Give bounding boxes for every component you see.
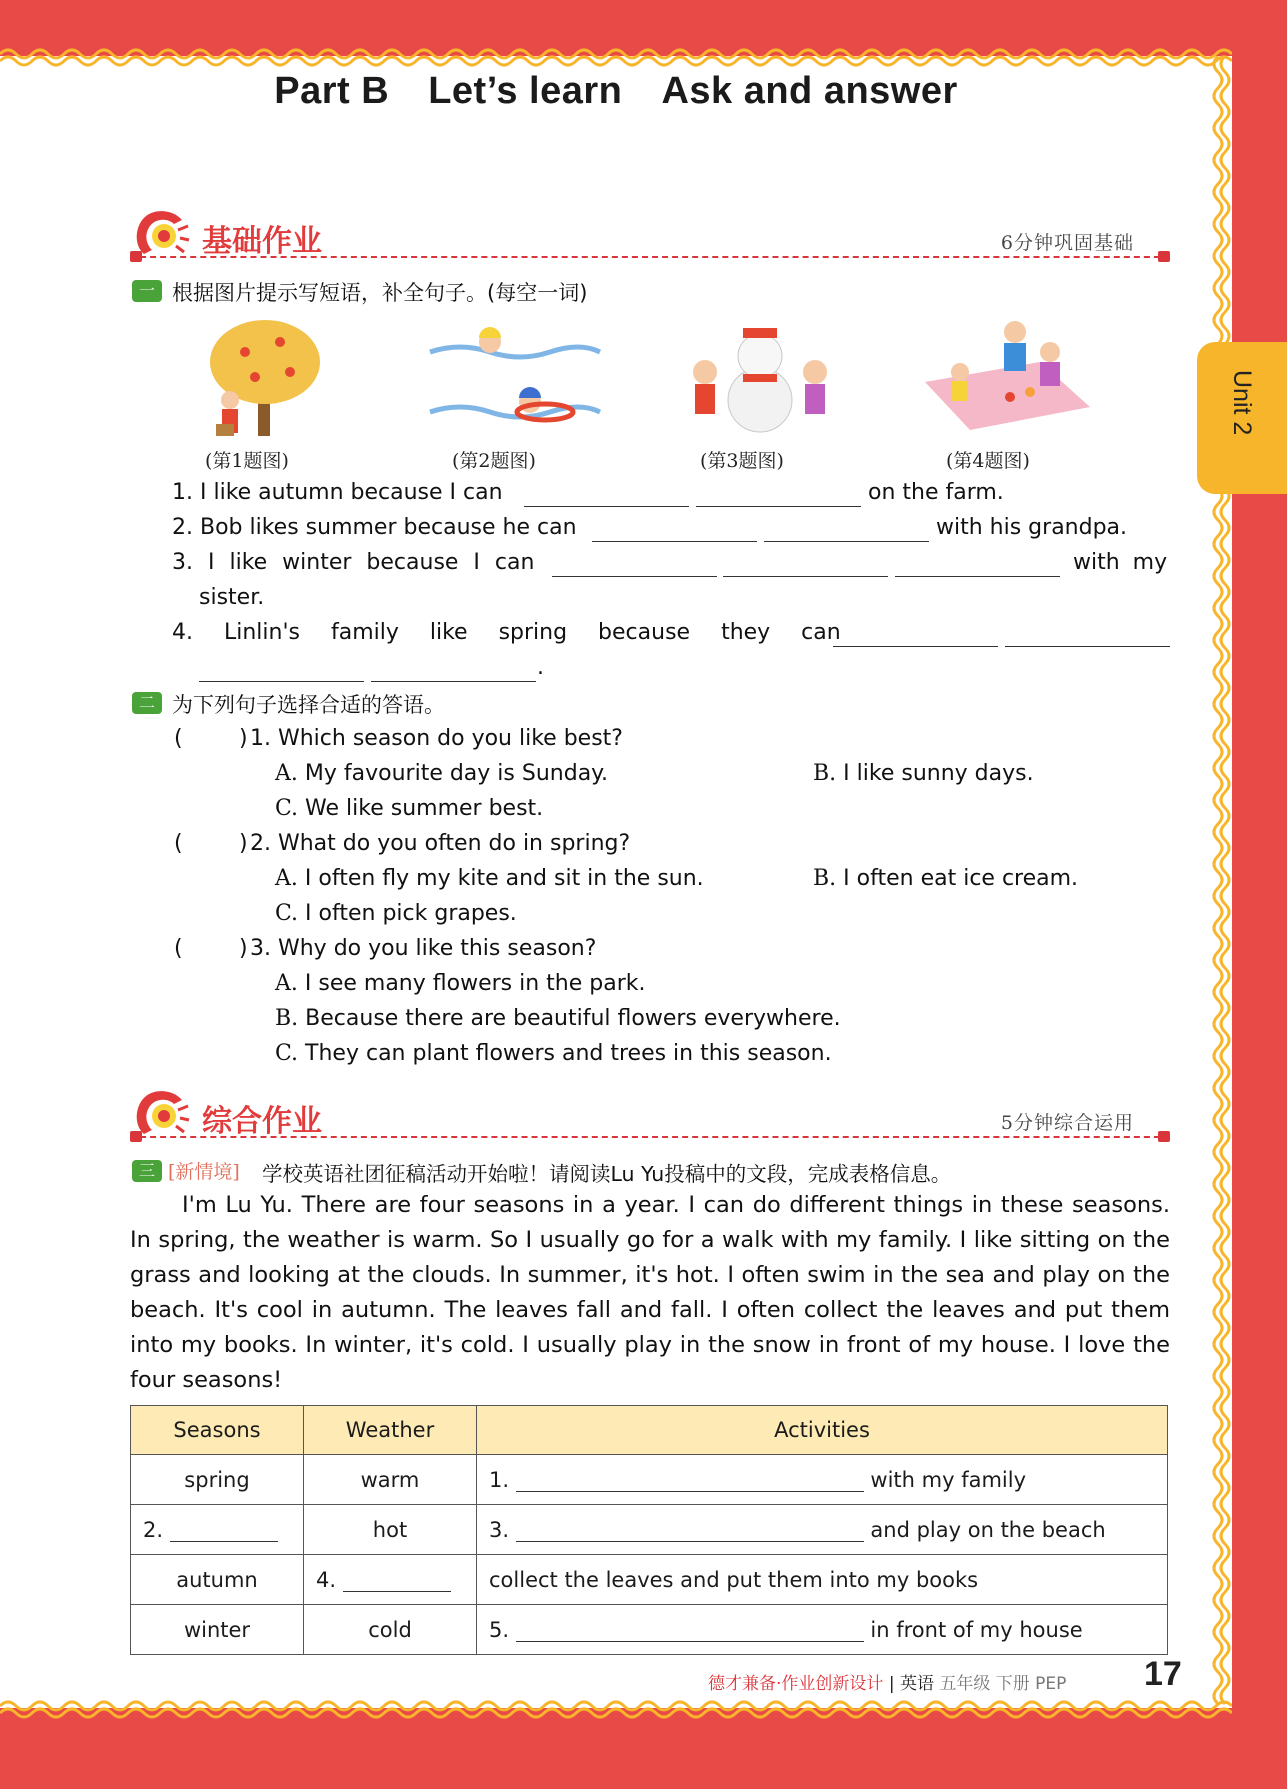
- right-wave-border: [1210, 56, 1232, 1708]
- section-comprehensive-header: [130, 1086, 1170, 1142]
- q1-item-3-blank-3[interactable]: [895, 576, 1060, 577]
- q2-2-option-c[interactable]: [275, 901, 517, 926]
- q1-item-1-blank-1[interactable]: [524, 506, 689, 507]
- opt-letter: A.: [275, 761, 298, 786]
- section-basic-header: [130, 206, 1170, 262]
- header-seasons: Seasons: [131, 1406, 304, 1455]
- q2-3-option-b[interactable]: [275, 1006, 841, 1031]
- activities-table: [130, 1405, 1168, 1655]
- badge-one: 一: [132, 280, 162, 302]
- picture-swimming: [420, 312, 610, 440]
- title-lets-learn: Let’s learn: [428, 70, 623, 112]
- blank-number: 4.: [316, 1567, 337, 1592]
- rule-dot-left: [130, 1131, 142, 1142]
- badge-three: 三: [132, 1160, 162, 1182]
- picture-tree-apples: [170, 312, 360, 440]
- title-part: Part B: [274, 70, 390, 112]
- opt-letter: A.: [275, 866, 298, 891]
- table-row: [131, 1605, 1168, 1655]
- q2-3-option-a[interactable]: [275, 971, 645, 996]
- rule-dot-left: [130, 251, 142, 262]
- badge-two: 二: [132, 692, 162, 714]
- unit-tab[interactable]: [1197, 342, 1287, 494]
- opt-text: Because there are beautiful flowers everywhere.: [305, 1006, 841, 1031]
- q2-paren-open-2: (: [174, 831, 183, 856]
- q1-item-3-end: with my: [1073, 550, 1168, 575]
- opt-text: I often pick grapes.: [305, 901, 517, 926]
- cell-weather: warm: [304, 1455, 477, 1505]
- answer-blank-3[interactable]: [516, 1519, 864, 1542]
- q2-1-option-b[interactable]: [813, 761, 1034, 786]
- q1-item-1-end: on the farm.: [868, 480, 1004, 505]
- section-basic-sub: 6分钟巩固基础: [1000, 232, 1134, 254]
- footer-grade: 五年级 下册 PEP: [939, 1674, 1067, 1694]
- q1-item-4-blank-3[interactable]: [199, 681, 364, 682]
- opt-letter: A.: [275, 971, 298, 996]
- frame-bottom: [0, 1709, 1287, 1789]
- q1-item-4-text: 4. Linlin's family like spring because they can: [172, 620, 841, 645]
- q1-item-3-text: 3. I like winter because I can: [172, 550, 535, 575]
- q1-item-2-text: 2. Bob likes summer because he can: [172, 515, 577, 540]
- cell-activity: [477, 1455, 1168, 1505]
- activity-tail: with my family: [870, 1467, 1027, 1492]
- caption-4: (第4题图): [946, 450, 1030, 472]
- q2-paren-close-2: ): [239, 831, 248, 856]
- activity-tail: and play on the beach: [870, 1517, 1106, 1542]
- answer-blank-5[interactable]: [516, 1619, 864, 1642]
- opt-letter: B.: [813, 761, 837, 786]
- q2-paren-open-3: (: [174, 936, 183, 961]
- q2-instruction: 为下列句子选择合适的答语。: [172, 693, 445, 717]
- caption-2: (第2题图): [452, 450, 536, 472]
- rule-dot-right: [1158, 251, 1170, 262]
- blank-number: 2.: [143, 1517, 164, 1542]
- q1-item-3-blank-1[interactable]: [552, 576, 717, 577]
- cell-weather: hot: [304, 1505, 477, 1555]
- opt-text: I often fly my kite and sit in the sun.: [304, 866, 704, 891]
- q1-item-4-blank-2[interactable]: [1005, 646, 1170, 647]
- opt-text: They can plant flowers and trees in this season.: [305, 1041, 832, 1066]
- q1-item-2-end: with his grandpa.: [936, 515, 1128, 540]
- cell-weather: [304, 1555, 477, 1605]
- title-ask-answer: Ask and answer: [661, 70, 958, 112]
- table-header-row: [131, 1406, 1168, 1455]
- footer-separator: |: [888, 1674, 895, 1694]
- q2-3-option-c[interactable]: [275, 1041, 832, 1066]
- section-comprehensive-label: 综合作业: [202, 1104, 322, 1139]
- cell-weather: cold: [304, 1605, 477, 1655]
- unit-tab-label: Unit 2: [1228, 370, 1256, 436]
- q1-item-2-blank-2[interactable]: [764, 541, 929, 542]
- answer-blank-2[interactable]: [170, 1519, 278, 1542]
- activity-tail: in front of my house: [870, 1617, 1083, 1642]
- page-title: [0, 70, 1232, 113]
- section-comprehensive-rule: [130, 1136, 1170, 1138]
- new-context-tag: [新情境]: [168, 1161, 240, 1183]
- top-wave-border: [0, 46, 1232, 68]
- cell-season: [131, 1505, 304, 1555]
- opt-letter: C.: [275, 901, 299, 926]
- q1-item-1-text: 1. I like autumn because I can: [172, 480, 503, 505]
- blank-number: 5.: [489, 1617, 510, 1642]
- cell-activity: [477, 1605, 1168, 1655]
- q1-item-2-blank-1[interactable]: [592, 541, 757, 542]
- q1-item-1-blank-2[interactable]: [696, 506, 861, 507]
- rule-dot-right: [1158, 1131, 1170, 1142]
- section-comprehensive-sub: 5分钟综合运用: [1000, 1112, 1134, 1134]
- section-basic-rule: [130, 256, 1170, 258]
- q1-instruction: 根据图片提示写短语，补全句子。(每空一词): [172, 281, 588, 305]
- q1-item-4-end: .: [537, 655, 544, 680]
- opt-letter: B.: [813, 866, 837, 891]
- table-row: [131, 1455, 1168, 1505]
- bottom-wave-border: [0, 1698, 1232, 1720]
- q2-2-option-b[interactable]: [813, 866, 1078, 891]
- q2-paren-close-1: ): [239, 726, 248, 751]
- picture-picnic: [910, 312, 1100, 440]
- cell-activity: collect the leaves and put them into my books: [477, 1555, 1168, 1605]
- q1-item-4-blank-4[interactable]: [371, 681, 536, 682]
- q2-paren-open-1: (: [174, 726, 183, 751]
- cell-season: spring: [131, 1455, 304, 1505]
- q2-question-2: 2. What do you often do in spring?: [250, 831, 631, 856]
- opt-text: I see many flowers in the park.: [304, 971, 646, 996]
- cell-season: winter: [131, 1605, 304, 1655]
- opt-text: My favourite day is Sunday.: [304, 761, 609, 786]
- picture-snowman: [665, 312, 855, 440]
- blank-number: 3.: [489, 1517, 510, 1542]
- caption-1: (第1题图): [205, 450, 289, 472]
- page-footer: [708, 1655, 1182, 1694]
- blank-number: 1.: [489, 1467, 510, 1492]
- caption-3: (第3题图): [700, 450, 784, 472]
- page-number: 17: [1144, 1655, 1182, 1693]
- q2-2-option-a[interactable]: [275, 866, 704, 891]
- q1-item-4-blank-1[interactable]: [833, 646, 998, 647]
- opt-text: I like sunny days.: [843, 761, 1034, 786]
- table-row: [131, 1505, 1168, 1555]
- answer-blank-1[interactable]: [516, 1469, 864, 1492]
- q2-1-option-a[interactable]: [275, 761, 608, 786]
- reading-passage: I'm Lu Yu. There are four seasons in a year. I can do different things in these seasons. In spring, the weather is warm. So I usually go for a walk with my family. I like sitting on the grass and looking at the clouds. In summer, it's hot. I often swim in the sea and play on the beach. It's cool in autumn. The leaves fall and fall. I often collect the leaves and put them into my books. In winter, it's cold. I usually play in the snow in front of my house. I love the four seasons!: [130, 1192, 1170, 1393]
- header-weather: Weather: [304, 1406, 477, 1455]
- opt-text: We like summer best.: [305, 796, 544, 821]
- footer-subject: 英语: [899, 1674, 934, 1694]
- q2-question-3: 3. Why do you like this season?: [250, 936, 597, 961]
- table-row: [131, 1555, 1168, 1605]
- cell-activity: [477, 1505, 1168, 1555]
- q3-instruction: 学校英语社团征稿活动开始啦！请阅读Lu Yu投稿中的文段，完成表格信息。: [262, 1162, 952, 1186]
- opt-letter: C.: [275, 796, 299, 821]
- opt-text: I often eat ice cream.: [843, 866, 1079, 891]
- q2-paren-close-3: ): [239, 936, 248, 961]
- q2-question-1: 1. Which season do you like best?: [250, 726, 623, 751]
- opt-letter: C.: [275, 1041, 299, 1066]
- footer-brand: 德才兼备·作业创新设计: [708, 1674, 884, 1694]
- q2-1-option-c[interactable]: [275, 796, 543, 821]
- q1-item-3-blank-2[interactable]: [723, 576, 888, 577]
- q1-item-3-cont: sister.: [199, 585, 265, 610]
- answer-blank-4[interactable]: [343, 1569, 451, 1592]
- opt-letter: B.: [275, 1006, 299, 1031]
- header-activities: Activities: [477, 1406, 1168, 1455]
- section-basic-label: 基础作业: [202, 224, 322, 259]
- cell-season: autumn: [131, 1555, 304, 1605]
